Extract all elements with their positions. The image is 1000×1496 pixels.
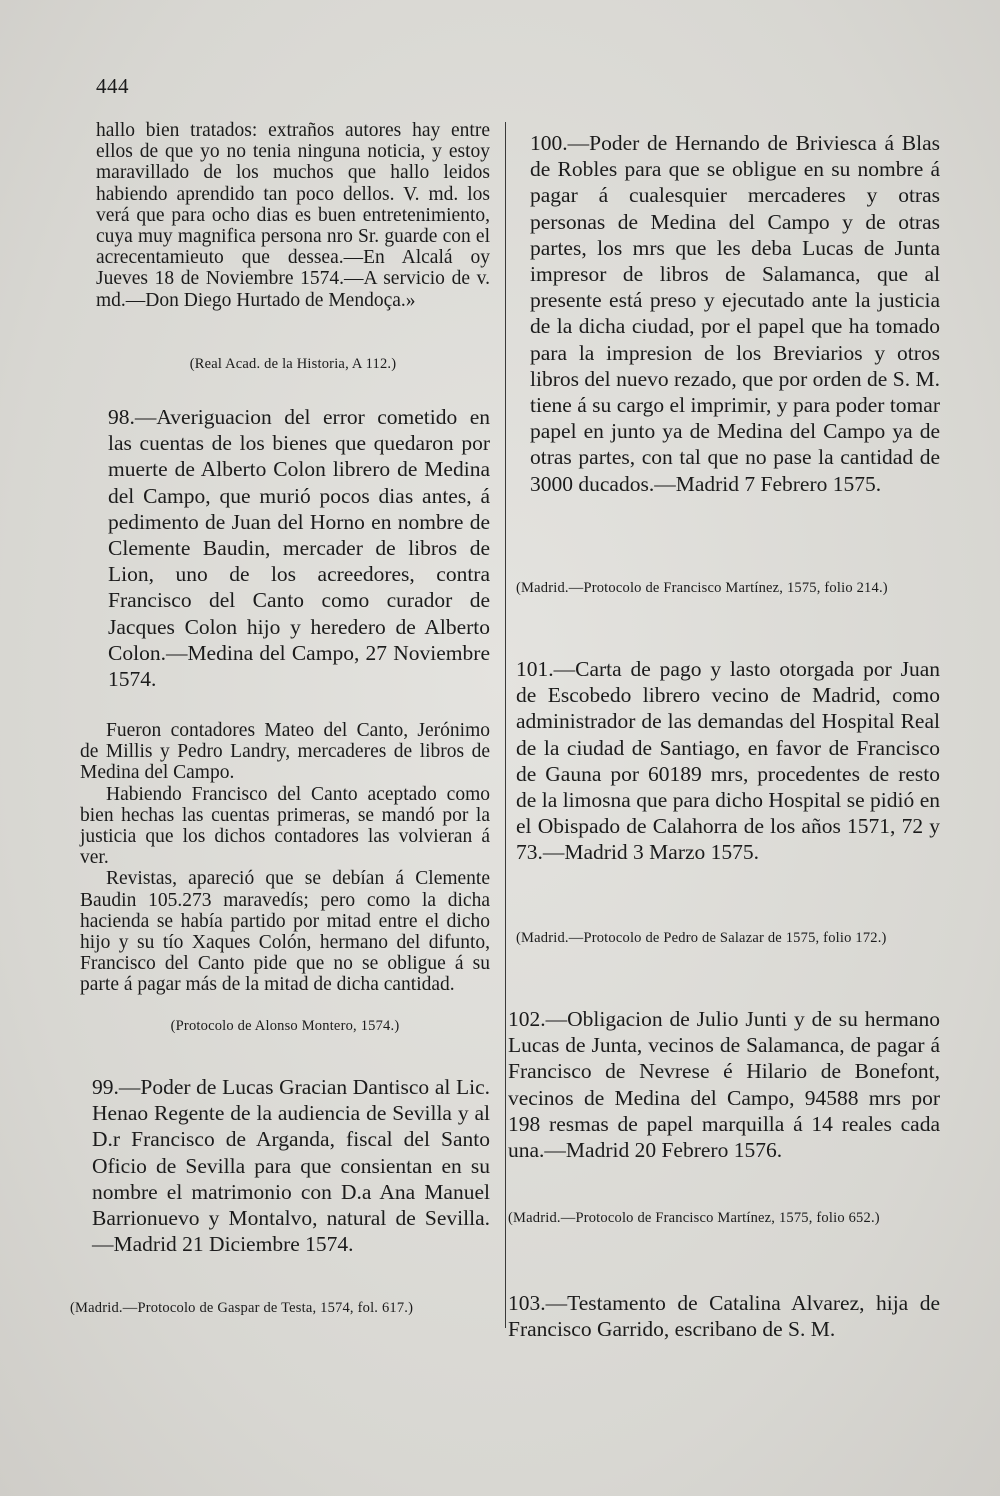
- entry-101: [516, 656, 940, 866]
- entry-102: [508, 1006, 940, 1163]
- entry-103: [508, 1290, 940, 1342]
- column-divider: [505, 122, 506, 1328]
- page-number: 444: [96, 74, 129, 98]
- entry-98-text: —Averiguacion del error cometido en las cuentas de los bienes que quedaron por muerte de Alberto Colon librero de Medina del Campo, que murió pocos dias antes, á pedimento de Juan del Horno en nombre de Clemente Baudin, mercader de libros de Lion, uno de los acreedores, contra Francisco del Canto como curador de Jacques Colon hijo y heredero de Alberto Colon.—Medina del Campo, 27 Noviembre 1574.: [108, 405, 490, 692]
- entry-98-citation: (Protocolo de Alonso Montero, 1574.): [170, 1018, 400, 1034]
- entry-100-citation: (Madrid.—Protocolo de Francisco Martínez, 1575, folio 214.): [516, 580, 888, 596]
- entry-99-text: —Poder de Lucas Gracian Dantisco al Lic. Henao Regente de la audiencia de Sevilla y al D.r Francisco de Arganda, fiscal del Santo Oficio de Sevilla para que consientan en su nombre el matrimonio con D.a Ana Manuel Barrionuevo y Montalvo, natural de Sevilla.—Madrid 21 Diciembre 1574.: [92, 1075, 490, 1257]
- entry-98: [108, 404, 490, 692]
- note-98-paragraph-1: Fueron contadores Mateo del Canto, Jerónimo de Millis y Pedro Landry, mercaderes de libros de Medina del Campo.: [80, 720, 490, 784]
- entry-101-citation: (Madrid.—Protocolo de Pedro de Salazar de 1575, folio 172.): [516, 930, 887, 946]
- entry-99: [92, 1074, 490, 1257]
- entry-100-text: —Poder de Hernando de Briviesca á Blas de Robles para que se obligue en su nombre á pagar á cualesquier mercaderes y otras personas de Medina del Campo y de otras partes, los mrs que les deba Lucas de Junta impresor de libros de Salamanca, que al presente está preso y ejecutado ante la justicia de la dicha ciudad, por el papel que ha tomado para la impresion de los Breviarios y otros libros del nuevo rezado, que por orden de S. M. tiene á su cargo el imprimir, y para poder tomar papel en junto ya de Medina del Campo ya de otras partes, con tal que no pase la cantidad de 3000 ducados.—Madrid 7 Febrero 1575.: [530, 131, 940, 496]
- entry-99-citation: (Madrid.—Protocolo de Gaspar de Testa, 1574, fol. 617.): [70, 1300, 414, 1316]
- entry-100-number: 100.: [530, 131, 568, 155]
- entry-101-text: —Carta de pago y lasto otorgada por Juan de Escobedo librero vecino de Madrid, como administrador de las demandas del Hospital Real de la ciudad de Santiago, en favor de Francisco de Gauna por 60189 mrs, procedentes de resto de la limosna que para dicho Hospital se pidió en el Obispado de Calahorra de los años 1571, 72 y 73.—Madrid 3 Marzo 1575.: [516, 657, 940, 865]
- entry-98-note: [80, 720, 490, 996]
- entry-102-citation: (Madrid.—Protocolo de Francisco Martínez, 1575, folio 652.): [508, 1210, 880, 1226]
- entry-101-number: 101.: [516, 657, 554, 681]
- note-98-paragraph-2: Habiendo Francisco del Canto aceptado como bien hechas las cuentas primeras, se mandó por la justicia que los dichos contadores las volvieran á ver.: [80, 783, 490, 869]
- letter-continuation: hallo bien tratados: extraños autores hay entre ellos de que yo no tenia ninguna noticia, y estoy maravillado de los muchos que hallo leidos habiendo aprendido tan poco dellos. V. md. los verá que para ocho dias es buen entretenimiento, cuya muy magnifica persona nro Sr. guarde con el acrecentamieuto que dessea.—En Alcalá oy Jueves 18 de Noviembre 1574.—A servicio de v. md.—Don Diego Hurtado de Mendoça.»: [96, 120, 490, 311]
- entry-102-text: —Obligacion de Julio Junti y de su hermano Lucas de Junta, vecinos de Salamanca, de pagar á Francisco de Nevrese é Hilario de Bonefont, vecinos de Medina del Campo, 94588 mrs por 198 resmas de papel marquilla á 14 reales cada una.—Madrid 20 Febrero 1576.: [508, 1007, 940, 1163]
- letter-citation: (Real Acad. de la Historia, A 112.): [189, 356, 397, 372]
- entry-103-text: —Testamento de Catalina Alvarez, hija de Francisco Garrido, escribano de S. M.: [508, 1291, 940, 1342]
- entry-98-number: 98.: [108, 405, 135, 429]
- entry-100: [530, 130, 940, 497]
- note-98-paragraph-3: Revistas, apareció que se debían á Clemente Baudin 105.273 maravedís; pero como la dicha hacienda se había partido por mitad entre el dicho hijo y su tío Xaques Colón, hermano del difunto, Francisco del Canto pide que no se obligue á su parte á pagar más de la mitad de dicha cantidad.: [80, 868, 490, 996]
- entry-103-number: 103.: [508, 1291, 546, 1315]
- entry-99-number: 99.: [92, 1075, 119, 1099]
- entry-102-number: 102.: [508, 1007, 546, 1031]
